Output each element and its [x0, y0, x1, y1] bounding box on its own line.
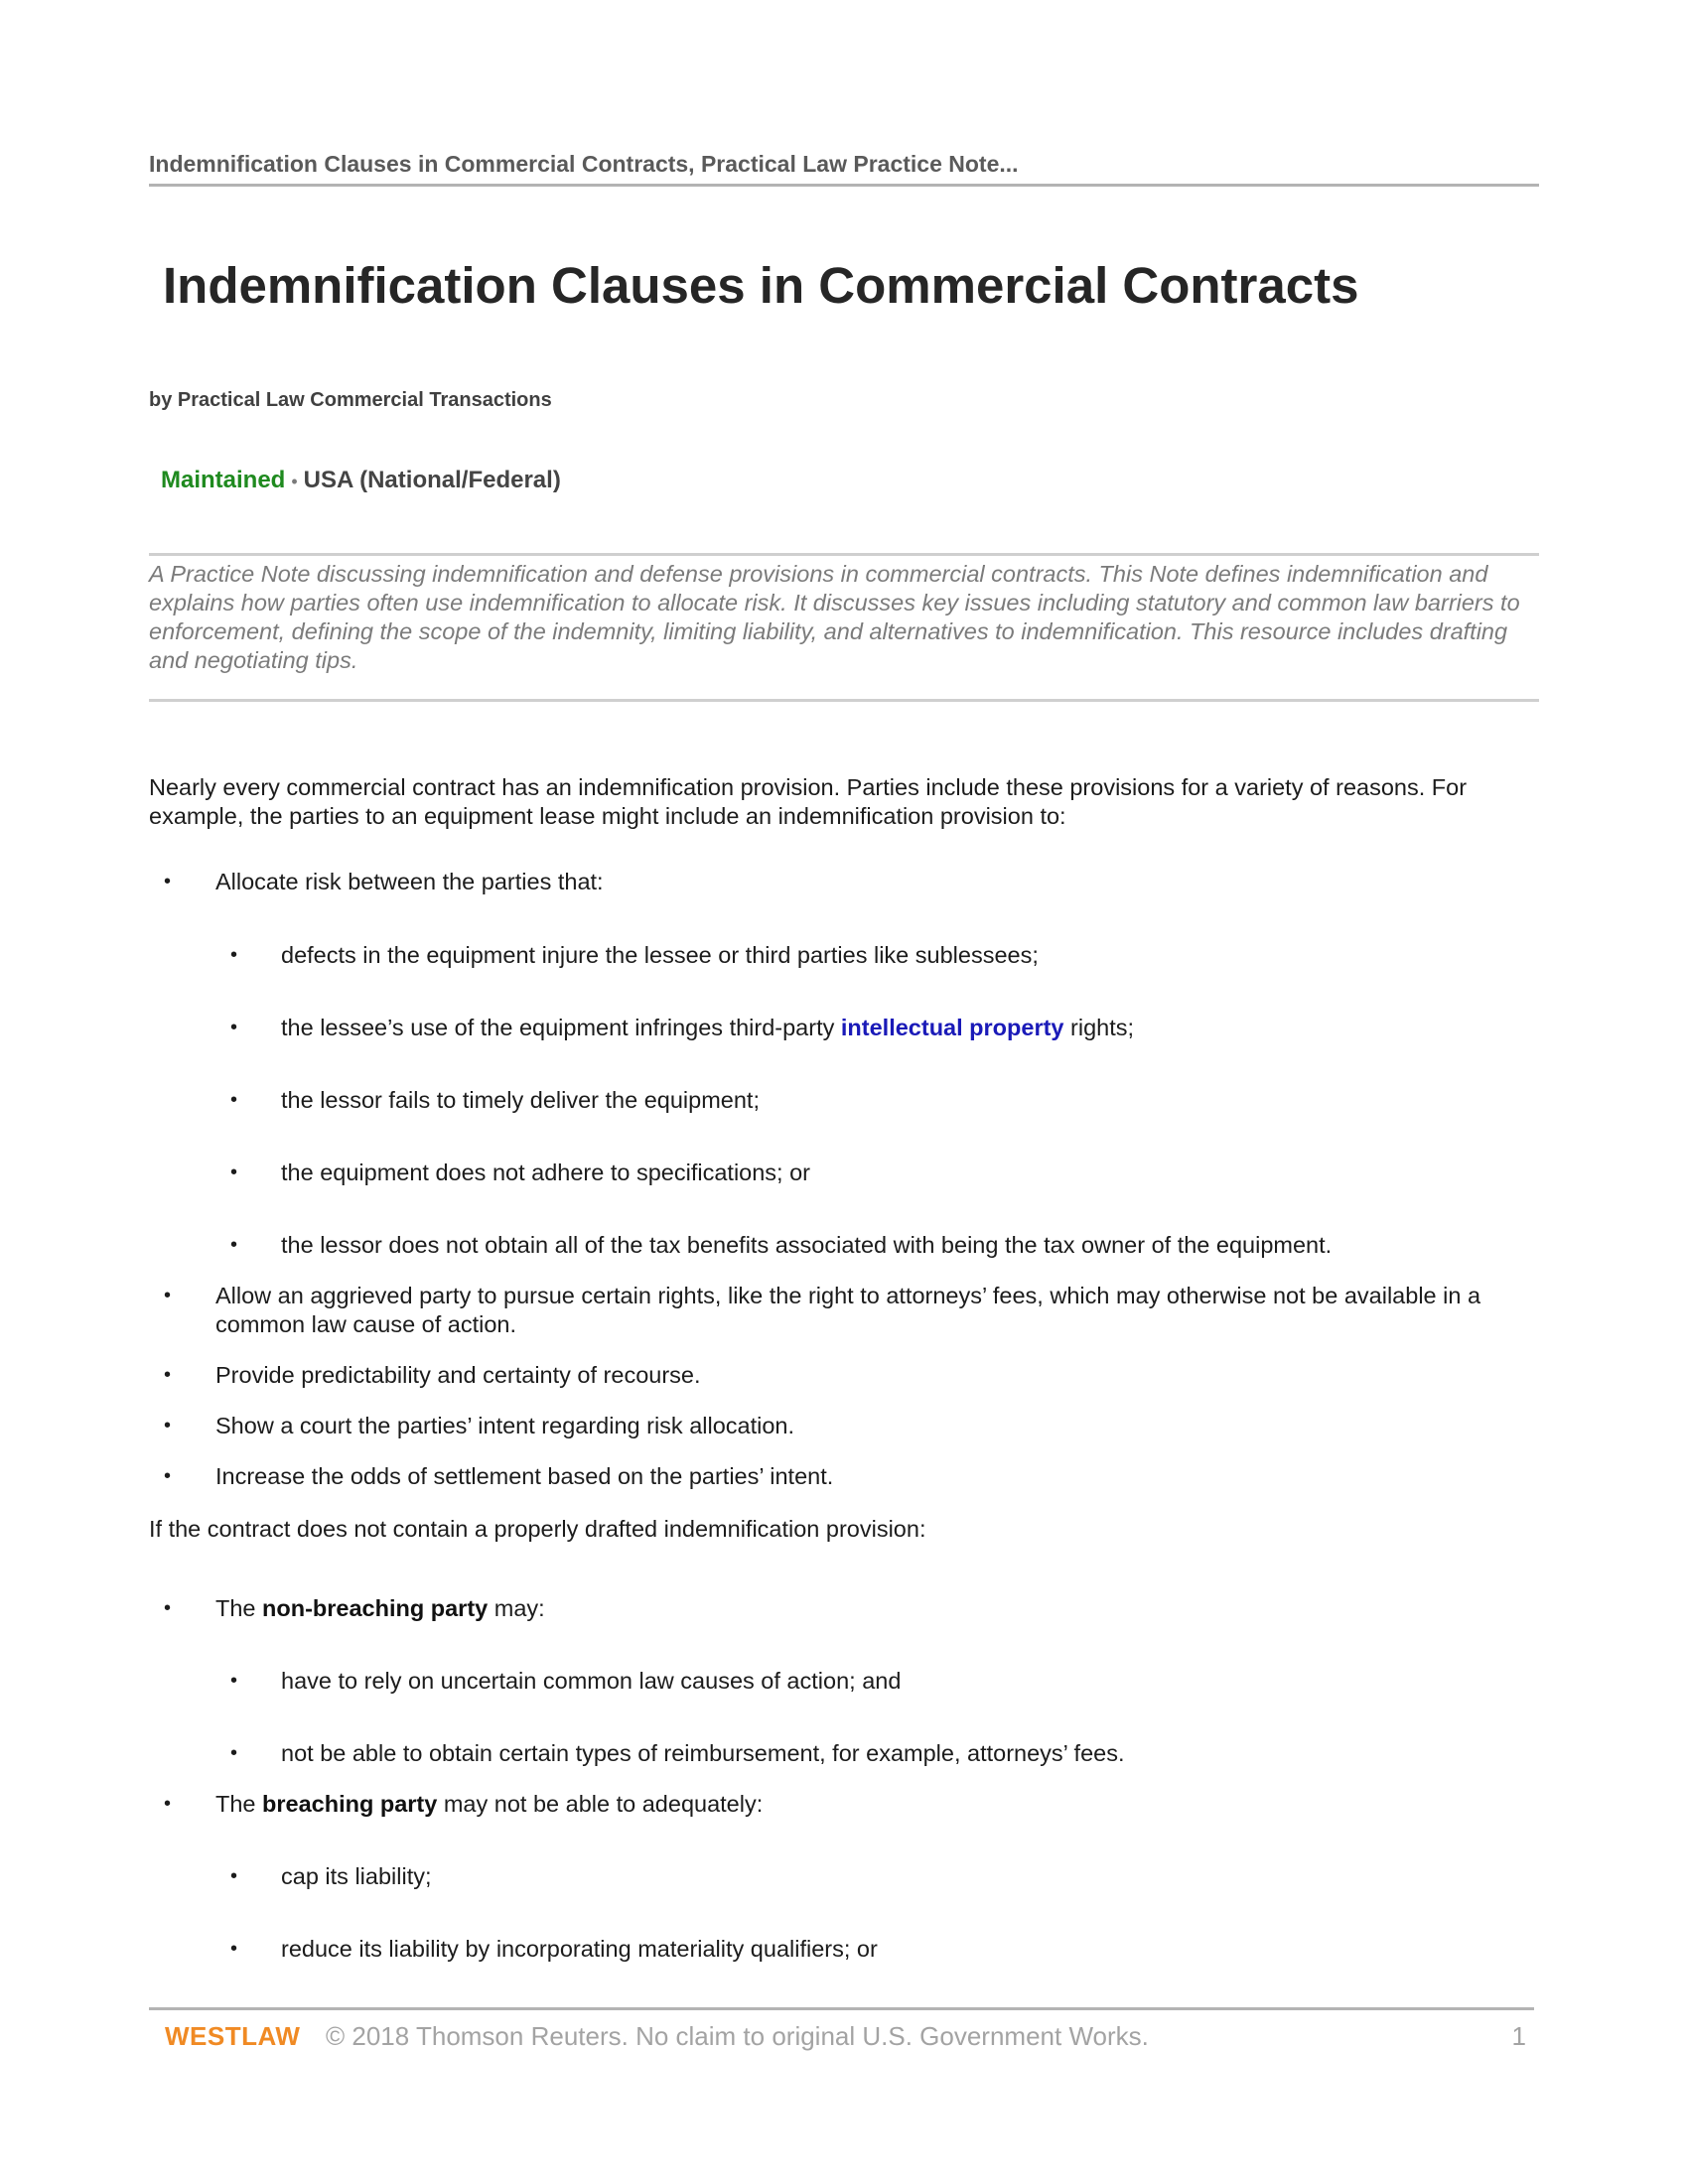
page-footer: [149, 2021, 1534, 2061]
page-number: 1: [1511, 2021, 1526, 2051]
bullet-icon: •: [164, 871, 172, 892]
list-item: [164, 1790, 1534, 1819]
list-item-text: have to rely on uncertain common law causes of action; and: [281, 1668, 902, 1694]
list-item-text: Allocate risk between the parties that:: [215, 869, 604, 894]
list-item: [230, 1014, 1531, 1042]
bullet-icon: •: [164, 1597, 172, 1619]
intellectual-property-link[interactable]: intellectual property: [840, 1015, 1064, 1040]
bullet-icon: •: [230, 1234, 238, 1256]
bullet-icon: •: [164, 1465, 172, 1487]
list-item: [230, 1862, 1531, 1891]
footer-divider: [149, 2007, 1534, 2010]
abstract: A Practice Note discussing indemnification and defense provisions in commercial contracts. This Note defines indemnification and explains how parties often use indemnification to allocate risk. It discusses key issues including statutory and common law barriers to enforcement, defining the scope of the indemnity, limiting liability, and alternatives to indemnification. This resource includes drafting and negotiating tips.: [149, 553, 1539, 702]
text-fragment: may not be able to adequately:: [437, 1791, 764, 1817]
list-item-text: [215, 1594, 1534, 1623]
list-item-text: [281, 1014, 1531, 1042]
text-fragment: the lessee’s use of the equipment infringes third-party: [281, 1015, 841, 1040]
list-item: [164, 868, 1534, 896]
copyright-notice: © 2018 Thomson Reuters. No claim to original U.S. Government Works.: [326, 2021, 1149, 2051]
list-item-text: the equipment does not adhere to specifications; or: [281, 1160, 811, 1185]
running-header: Indemnification Clauses in Commercial Contracts, Practical Law Practice Note...: [149, 151, 1539, 187]
list-item-text: Show a court the parties’ intent regarding risk allocation.: [215, 1413, 795, 1438]
text-fragment: The: [215, 1791, 263, 1817]
list-item: [164, 1594, 1534, 1623]
list-item-text: cap its liability;: [281, 1863, 432, 1889]
jurisdiction-label: USA (National/Federal): [303, 467, 561, 493]
bullet-icon: •: [164, 1793, 172, 1815]
list-item-text: the lessor fails to timely deliver the equipment;: [281, 1087, 760, 1113]
westlaw-logo: WESTLAW: [165, 2021, 301, 2051]
list-item: [230, 1667, 1531, 1696]
paragraph: If the contract does not contain a properly drafted indemnification provision:: [149, 1516, 926, 1542]
list-item: [164, 1361, 1534, 1390]
list-item: [230, 1935, 1531, 1964]
bullet-icon: •: [230, 1089, 238, 1111]
list-item-text: [215, 1790, 1534, 1819]
defined-term: breaching party: [262, 1791, 438, 1817]
list-item: [164, 1282, 1534, 1339]
bullet-icon: •: [230, 1938, 238, 1960]
list-item: [230, 1159, 1531, 1187]
bullet-icon: •: [230, 1742, 238, 1764]
bullet-icon: •: [230, 944, 238, 966]
document-title: Indemnification Clauses in Commercial Contracts: [163, 257, 1359, 314]
bullet-icon: •: [230, 1670, 238, 1692]
list-item: [230, 1086, 1531, 1115]
list-item: [164, 1462, 1534, 1491]
bullet-icon: •: [230, 1161, 238, 1183]
list-item-text: reduce its liability by incorporating materiality qualifiers; or: [281, 1936, 878, 1962]
intro-paragraph: Nearly every commercial contract has an indemnification provision. Parties include these provisions for a variety of reasons. For example, the parties to an equipment lease might include an indemnification provision to:: [149, 774, 1468, 829]
bullet-icon: •: [164, 1364, 172, 1386]
list-item-text: the lessor does not obtain all of the tax benefits associated with being the tax owner of the equipment.: [281, 1232, 1333, 1258]
status-badge: Maintained: [161, 467, 286, 493]
bullet-icon: •: [164, 1285, 172, 1306]
list-item-text: Allow an aggrieved party to pursue certain rights, like the right to attorneys’ fees, which may otherwise not be available in a common law cause of action.: [215, 1283, 1481, 1337]
list-item-text: defects in the equipment injure the lessee or third parties like sublessees;: [281, 942, 1039, 968]
text-fragment: rights;: [1063, 1015, 1135, 1040]
list-item: [164, 1412, 1534, 1440]
list-item-text: Increase the odds of settlement based on the parties’ intent.: [215, 1463, 834, 1489]
text-fragment: may:: [488, 1595, 545, 1621]
list-item: [230, 941, 1531, 970]
list-item-text: Provide predictability and certainty of recourse.: [215, 1362, 701, 1388]
list-item-text: not be able to obtain certain types of reimbursement, for example, attorneys’ fees.: [281, 1740, 1125, 1766]
list-item: [230, 1739, 1531, 1768]
separator-dot: •: [291, 472, 298, 491]
author-byline: by Practical Law Commercial Transactions: [149, 389, 552, 411]
list-item: [230, 1231, 1531, 1260]
bullet-icon: •: [164, 1415, 172, 1436]
defined-term: non-breaching party: [262, 1595, 489, 1621]
status-line: [161, 467, 561, 494]
bullet-icon: •: [230, 1017, 238, 1038]
bullet-icon: •: [230, 1865, 238, 1887]
text-fragment: The: [215, 1595, 263, 1621]
